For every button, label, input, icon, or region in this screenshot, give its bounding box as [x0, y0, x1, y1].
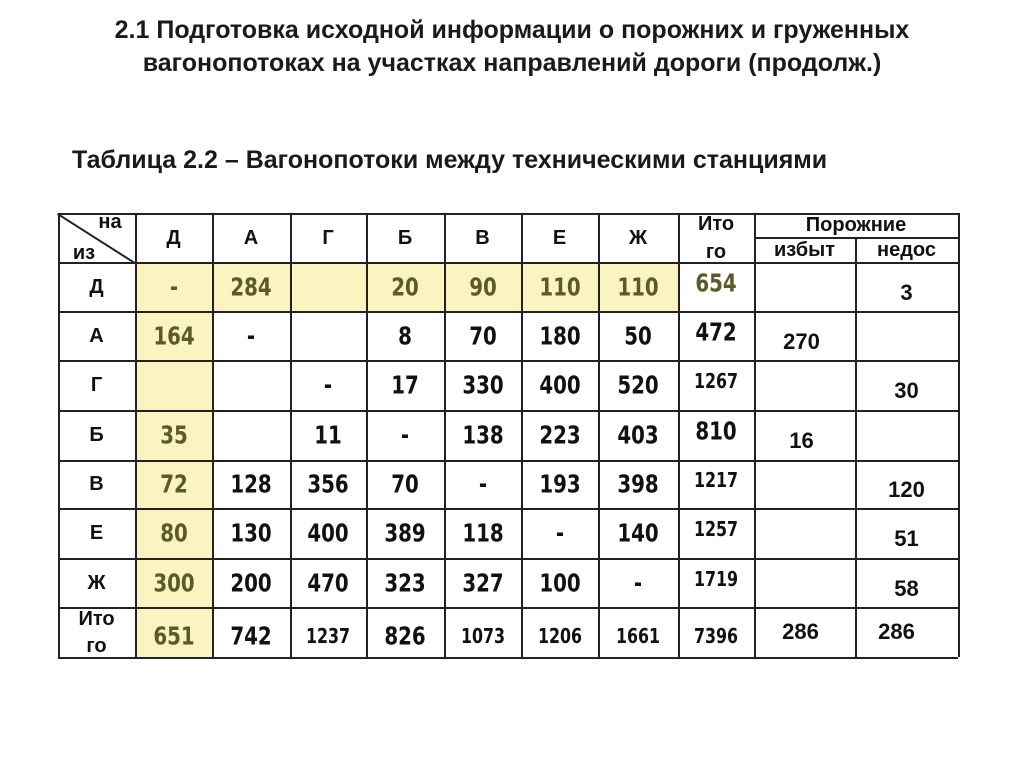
column-header-2: А [243, 226, 259, 249]
grid-hline [58, 360, 958, 362]
row-header: Г [90, 374, 103, 396]
table-cell: 284 [230, 272, 272, 301]
row-header: Б [89, 424, 104, 446]
table-cell: 72 [159, 469, 188, 499]
grid-hline [58, 508, 958, 510]
grid-hline [58, 311, 958, 313]
table-cell: 110 [617, 272, 659, 301]
table-cell: 520 [617, 370, 659, 400]
table-cell: 128 [230, 469, 272, 499]
table-cell: - [323, 370, 333, 400]
row-shortage: 120 [888, 477, 925, 502]
corner-diagonal [57, 213, 135, 264]
row-total: 1719 [693, 566, 739, 591]
grid-vline [444, 213, 446, 657]
table-cell: - [633, 568, 643, 597]
row-surplus: 270 [783, 328, 820, 354]
totals-cell: 1661 [615, 624, 661, 648]
totals-cell: 1206 [537, 624, 582, 648]
table-cell: 20 [391, 272, 419, 301]
table-cell: - [246, 321, 256, 350]
table-cell: 164 [152, 321, 195, 350]
table-cell: 200 [230, 568, 272, 597]
grid-vline [678, 213, 680, 657]
row-shortage: 3 [900, 279, 913, 305]
table-cell: 35 [159, 420, 188, 450]
column-header-shortage: недос [877, 239, 936, 261]
table-cell: 470 [307, 568, 349, 597]
column-header-total-2: го [705, 241, 727, 263]
table-cell: - [169, 272, 178, 301]
table-cell: 50 [624, 321, 652, 350]
totals-cell: 742 [230, 621, 272, 651]
column-header-1: Д [166, 226, 181, 249]
row-total: 1267 [693, 369, 739, 393]
row-total: 654 [695, 268, 737, 297]
grid-vline [58, 213, 60, 657]
table-cell: 403 [617, 420, 659, 450]
totals-cell: 826 [384, 621, 426, 651]
grid-vline [754, 213, 756, 657]
total-surplus: 286 [782, 619, 819, 644]
grid-hline [58, 657, 958, 659]
table-cell: 400 [307, 518, 349, 548]
table-cell: 323 [384, 568, 426, 597]
table-cell: 193 [538, 469, 581, 499]
grid-hline [58, 607, 958, 609]
table-cell: 327 [461, 568, 504, 597]
table-cell: 8 [398, 321, 412, 350]
totals-cell: 1073 [460, 624, 505, 648]
column-header-5: В [475, 226, 490, 249]
row-total: 1217 [693, 468, 739, 492]
table-cell: 110 [538, 272, 581, 301]
table-cell: - [400, 420, 410, 450]
column-header-4: Б [397, 226, 413, 249]
grid-hline [58, 410, 958, 412]
column-header-7: Ж [628, 226, 648, 249]
grid-vline [290, 213, 292, 657]
page-title-line-2: вагонопотоках на участках направлений дороги (продолж.) [142, 49, 882, 77]
corner-label-to: на [98, 211, 122, 233]
row-shortage: 30 [894, 378, 919, 403]
grid-vline [855, 237, 857, 657]
row-header: В [89, 473, 104, 495]
row-header: А [89, 324, 104, 347]
column-header-6: Е [552, 226, 567, 249]
grid-vline [598, 213, 600, 657]
column-header-3: Г [322, 226, 334, 249]
row-shortage: 58 [894, 575, 919, 601]
corner-label-from: из [72, 242, 96, 264]
table-cell: 330 [461, 370, 504, 400]
table-cell: - [478, 469, 487, 499]
table-cell: 400 [538, 370, 581, 400]
table-cell: 300 [152, 568, 195, 597]
table-cell: 17 [391, 370, 419, 400]
table-cell: 389 [384, 518, 426, 548]
table-cell: 70 [468, 321, 497, 350]
table-cell: 80 [159, 518, 188, 548]
grid-vline [212, 213, 214, 657]
total-shortage: 286 [878, 619, 915, 644]
table-cell: 356 [307, 469, 349, 499]
row-header: Д [89, 275, 104, 298]
totals-cell: 651 [152, 621, 195, 651]
table-cell: 180 [538, 321, 581, 350]
column-header-total-1: Ито [697, 213, 735, 235]
grid-vline [521, 213, 523, 657]
grid-vline [135, 213, 137, 657]
table-cell: 90 [468, 272, 497, 301]
row-header: Ж [87, 571, 106, 594]
totals-row-label-2: го [86, 635, 107, 657]
row-total: 472 [695, 317, 737, 346]
table-cell: 223 [538, 420, 581, 450]
grid-hline [58, 460, 958, 462]
row-shortage: 51 [894, 526, 919, 551]
column-header-empty: Порожние [805, 214, 907, 236]
table-cell: 138 [461, 420, 504, 450]
table-cell: 140 [617, 518, 659, 548]
row-total: 810 [695, 416, 737, 446]
table-cell: 130 [230, 518, 272, 548]
grid-hline [58, 262, 958, 264]
table-cell: 398 [617, 469, 659, 499]
table-cell: 100 [538, 568, 581, 597]
table-title: Таблица 2.2 – Вагонопотоки между техническими станциями [72, 146, 828, 174]
row-header: Е [89, 522, 104, 544]
table-cell: 11 [314, 420, 342, 450]
totals-cell: 1237 [305, 624, 351, 648]
row-surplus: 16 [789, 428, 814, 453]
table-cell: 70 [391, 469, 419, 499]
table-cell: 118 [461, 518, 504, 548]
totals-row-label-1: Ито [78, 608, 115, 630]
column-header-surplus: избыт [774, 239, 835, 261]
grand-total: 7396 [693, 624, 739, 648]
page-title-line-1: 2.1 Подготовка исходной информации о порожних и груженных [114, 16, 910, 44]
grid-vline [958, 213, 960, 657]
row-total: 1257 [693, 517, 739, 541]
grid-vline [366, 213, 368, 657]
table-cell: - [555, 518, 564, 548]
grid-hline [58, 558, 958, 560]
